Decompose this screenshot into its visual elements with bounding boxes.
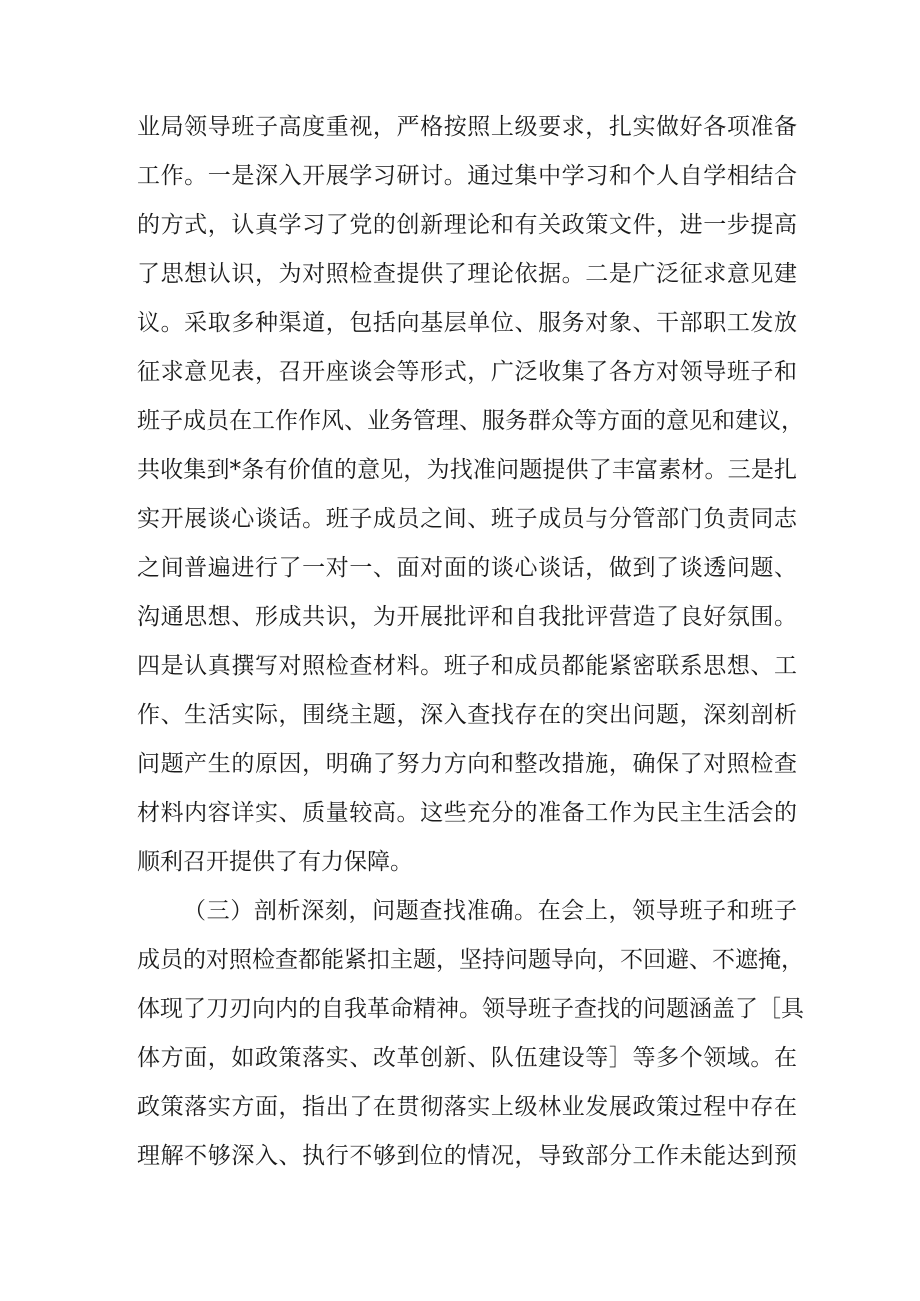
text-line: 工作。一是深入开展学习研讨。通过集中学习和个人自学相结合 [137, 163, 797, 189]
text-line: 之间普遍进行了一对一、面对面的谈心谈话，做到了谈透问题、 [137, 555, 797, 581]
text-line: 业局领导班子高度重视，严格按照上级要求，扎实做好各项准备 [137, 114, 797, 140]
text-line: 沟通思想、形成共识，为开展批评和自我批评营造了良好氛围。 [137, 604, 797, 630]
text-line: 了思想认识，为对照检查提供了理论依据。二是广泛征求意见建 [137, 261, 797, 287]
text-line: 征求意见表，召开座谈会等形式，广泛收集了各方对领导班子和 [137, 359, 797, 385]
text-line: 实开展谈心谈话。班子成员之间、班子成员与分管部门负责同志 [137, 506, 797, 532]
text-line: 顺利召开提供了有力保障。 [137, 849, 413, 875]
text-line: 理解不够深入、执行不够到位的情况，导致部分工作未能达到预 [137, 1143, 797, 1169]
text-line: 材料内容详实、质量较高。这些充分的准备工作为民主生活会的 [137, 800, 797, 826]
text-line: 成员的对照检查都能紧扣主题，坚持问题导向，不回避、不遮掩， [137, 947, 804, 973]
text-line: 问题产生的原因，明确了努力方向和整改措施，确保了对照检查 [137, 751, 797, 777]
text-line: 体方面，如政策落实、改革创新、队伍建设等］等多个领域。在 [137, 1045, 797, 1071]
text-line: 共收集到*条有价值的意见，为找准问题提供了丰富素材。三是扎 [137, 457, 797, 483]
text-line: 作、生活实际，围绕主题，深入查找存在的突出问题，深刻剖析 [137, 702, 797, 728]
text-line: 四是认真撰写对照检查材料。班子和成员都能紧密联系思想、工 [137, 653, 797, 679]
section-heading-line: （三）剖析深刻，问题查找准确。在会上，领导班子和班子 [183, 898, 797, 924]
text-line: 政策落实方面，指出了在贯彻落实上级林业发展政策过程中存在 [137, 1094, 797, 1120]
text-line: 的方式，认真学习了党的创新理论和有关政策文件，进一步提高 [137, 212, 797, 238]
text-line: 体现了刀刃向内的自我革命精神。领导班子查找的问题涵盖了［具 [137, 996, 804, 1022]
text-line: 议。采取多种渠道，包括向基层单位、服务对象、干部职工发放 [137, 310, 797, 336]
text-line: 班子成员在工作作风、业务管理、服务群众等方面的意见和建议， [137, 408, 804, 434]
